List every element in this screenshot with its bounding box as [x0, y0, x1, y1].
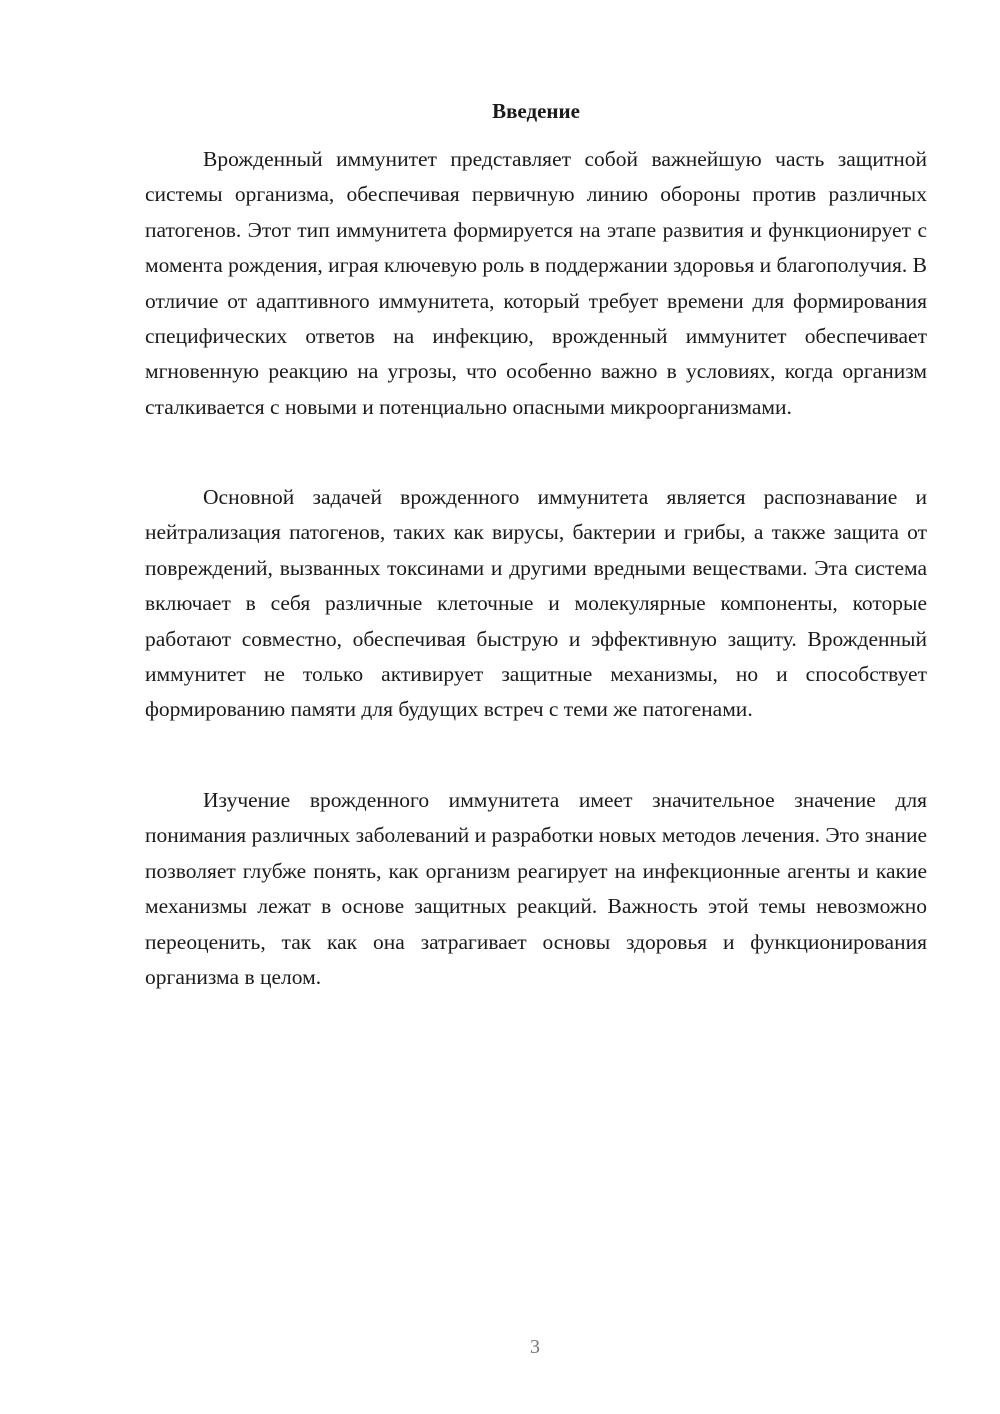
page-number: 3 [530, 1336, 540, 1358]
paragraph-3: Изучение врожденного иммунитета имеет значительное значение для понимания различных заболеваний и разработки новых методов лечения. Это знание позволяет глубже понять, как организм реагирует на инфекционные агенты и какие механизмы лежат в основе защитных реакций. Важность этой темы невозможно переоценить, так как она затрагивает основы здоровья и функционирования организма в целом. [145, 788, 927, 990]
page-title: Введение [492, 99, 580, 123]
paragraph-2: Основной задачей врожденного иммунитета является распознавание и нейтрализация патогенов, таких как вирусы, бактерии и грибы, а также защита от повреждений, вызванных токсинами и другими вредными веществами. Эта система включает в себя различные клеточные и молекулярные компоненты, которые работают совместно, обеспечивая быструю и эффективную защиту. Врожденный иммунитет не только активирует защитные механизмы, но и способствует формированию памяти для будущих встреч с теми же патогенами. [145, 485, 927, 722]
paragraph-1: Врожденный иммунитет представляет собой важнейшую часть защитной системы организма, обеспечивая первичную линию обороны против различных патогенов. Этот тип иммунитета формируется на этапе развития и функционирует с момента рождения, играя ключевую роль в поддержании здоровья и благополучия. В отличие от адаптивного иммунитета, который требует времени для формирования специфических ответов на инфекцию, врожденный иммунитет обеспечивает мгновенную реакцию на угрозы, что особенно важно в условиях, когда организм сталкивается с новыми и потенциально опасными микроорганизмами. [145, 147, 927, 419]
